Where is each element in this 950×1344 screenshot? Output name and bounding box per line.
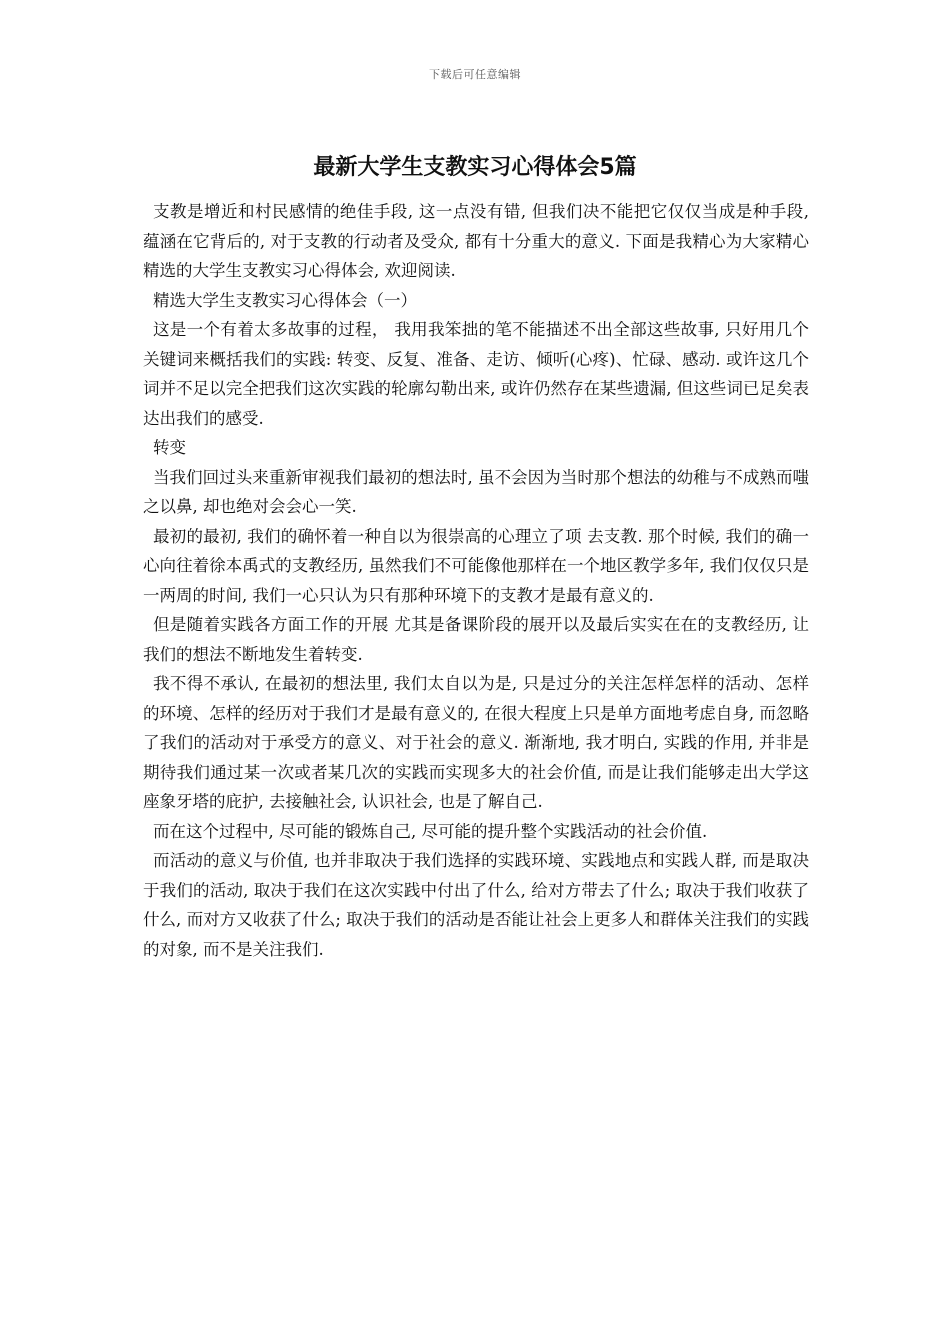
document-body bbox=[143, 197, 809, 964]
paragraph: 当我们回过头来重新审视我们最初的想法时, 虽不会因为当时那个想法的幼稚与不成熟而嗤之以鼻, 却也绝对会会心一笑. bbox=[143, 467, 809, 516]
paragraph: 我不得不承认, 在最初的想法里, 我们太自以为是, 只是过分的关注怎样怎样的活动、怎样的环境、怎样的经历对于我们才是最有意义的, 在很大程度上只是单方面地考虑自身, 而忽略了我们的活动对于承受方的意义、对于社会的意义. 渐渐地, 我才明白, 实践的作用, 并非是期待我们通过某一次或者某几次的实践而实现多大的社会价值, 而是让我们能够走出大学这座象牙塔的庇护, 去接触社会, 认识社会, 也是了解自己. bbox=[143, 674, 809, 811]
paragraph: 而活动的意义与价值, 也并非取决于我们选择的实践环境、实践地点和实践人群, 而是取决于我们的活动, 取决于我们在这次实践中付出了什么, 给对方带去了什么; 取决于我们收获了什么, 而对方又收获了什么; 取决于我们的活动是否能让社会上更多人和群体关注我们的实践的对象, 而不是关注我们. bbox=[143, 851, 809, 959]
paragraph-intro: 支教是增近和村民感情的绝佳手段, 这一点没有错, 但我们决不能把它仅仅当成是种手段, 蕴涵在它背后的, 对于支教的行动者及受众, 都有十分重大的意义. 下面是我精心为大家精心精选的大学生支教实习心得体会, 欢迎阅读. bbox=[143, 202, 809, 280]
paragraph: 但是随着实践各方面工作的开展 尤其是备课阶段的展开以及最后实实在在的支教经历, 让我们的想法不断地发生着转变. bbox=[143, 615, 809, 664]
paragraph: 这是一个有着太多故事的过程， 我用我笨拙的笔不能描述不出全部这些故事, 只好用几个关键词来概括我们的实践: 转变、反复、准备、走访、倾听(心疼)、忙碌、感动. 或许这几个词并不足以完全把我们这次实践的轮廓勾勒出来, 或许仍然存在某些遗漏, 但这些词已足矣表达出我们的感受. bbox=[143, 320, 809, 428]
section-heading-1: 精选大学生支教实习心得体会（一） bbox=[153, 290, 417, 310]
paragraph: 最初的最初, 我们的确怀着一种自以为很崇高的心理立了项 去支教. 那个时候, 我们的确一心向往着徐本禹式的支教经历, 虽然我们不可能像他那样在一个地区教学多年, 我们仅仅只是一两周的时间, 我们一心只认为只有那种环境下的支教才是最有意义的. bbox=[143, 526, 809, 605]
header-note: 下载后可任意编辑 bbox=[429, 68, 521, 81]
subheading-transformation: 转变 bbox=[153, 438, 186, 457]
paragraph: 而在这个过程中, 尽可能的锻炼自己, 尽可能的提升整个实践活动的社会价值. bbox=[153, 821, 708, 841]
document-title: 最新大学生支教实习心得体会5篇 bbox=[313, 155, 637, 180]
